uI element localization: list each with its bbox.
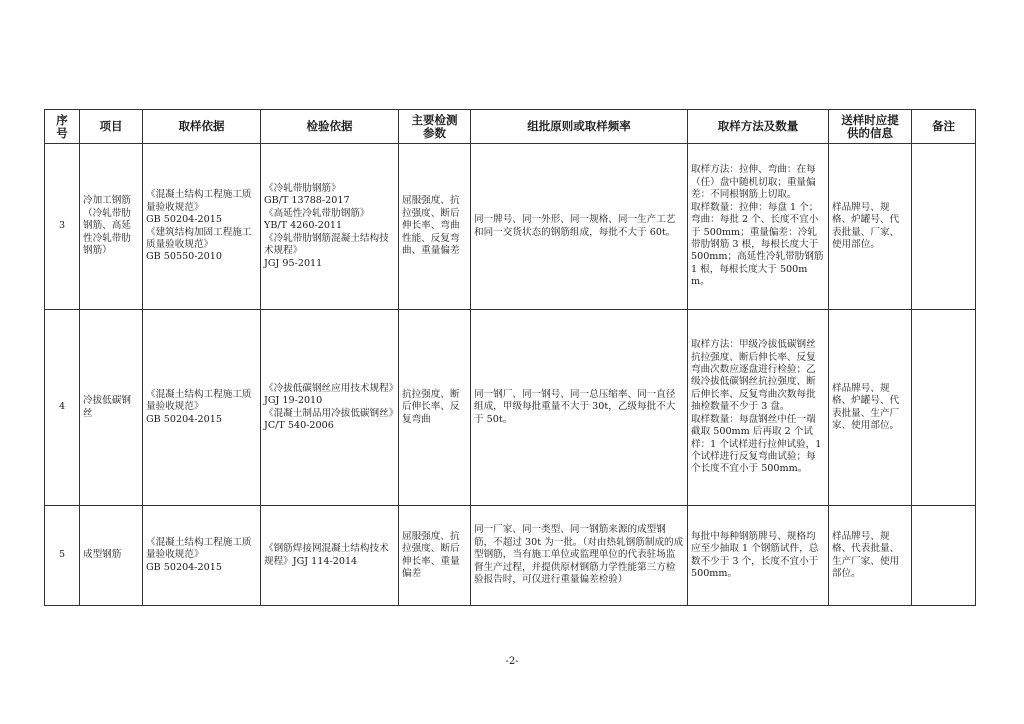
cell-params: 屈服强度、抗拉强度、断后伸长率、重量偏差 [399, 506, 471, 606]
cell-remark [912, 310, 976, 506]
header-batch-rule: 组批原则或取样频率 [471, 110, 688, 144]
cell-item: 成型钢筋 [80, 506, 143, 606]
cell-no: 4 [45, 310, 80, 506]
cell-sampling-basis: 《混凝土结构工程施工质量验收规范》 GB 50204-2015 [143, 310, 261, 506]
cell-remark [912, 506, 976, 606]
sampling-table [44, 109, 976, 606]
cell-batch-rule: 同一钢厂、同一钢号、同一总压缩率、同一直径组成，甲级每批重量不大于 30t，乙级每批不大于 50t。 [471, 310, 688, 506]
header-remark: 备注 [912, 110, 976, 144]
header-sampling-basis: 取样依据 [143, 110, 261, 144]
cell-item: 冷拔低碳钢丝 [80, 310, 143, 506]
table-header-row [45, 110, 976, 144]
cell-sampling-basis: 《混凝土结构工程施工质量验收规范》 GB 50204-2015 《建筑结构加固工程施工质量验收规范》 GB 50550-2010 [143, 144, 261, 310]
cell-batch-rule: 同一牌号、同一外形、同一规格、同一生产工艺和同一交货状态的钢筋组成，每批不大于 60t。 [471, 144, 688, 310]
header-params: 主要检测 参数 [399, 110, 471, 144]
header-item: 项目 [80, 110, 143, 144]
cell-test-basis: 《冷轧带肋钢筋》 GB/T 13788-2017 《高延性冷轧带肋钢筋》 YB/T 4260-2011 《冷轧带肋钢筋混凝土结构技术规程》 JGJ 95-2011 [261, 144, 399, 310]
cell-info: 样品牌号、规格、炉罐号、代表批量、生产厂家、使用部位。 [829, 310, 912, 506]
cell-method: 取样方法：甲级冷拔低碳钢丝抗拉强度、断后伸长率、反复弯曲次数应逐盘进行检验；乙级冷拔低碳钢丝抗拉强度、断后伸长率、反复弯曲次数每批抽检数量不少于 3 盘。 取样数量：每盘钢丝中任一端截取 500mm 后再取 2 个试样：1 个试样进行拉伸试验，1 个试样进行反复弯曲试验；每个长度不宜小于 500mm。 [688, 310, 829, 506]
cell-item: 冷加工钢筋（冷轧带肋钢筋、高延性冷轧带肋钢筋） [80, 144, 143, 310]
header-test-basis: 检验依据 [261, 110, 399, 144]
cell-params: 抗拉强度、断后伸长率、反复弯曲 [399, 310, 471, 506]
page-number: -2- [505, 656, 519, 667]
cell-test-basis: 《钢筋焊接网混凝土结构技术规程》JGJ 114-2014 [261, 506, 399, 606]
cell-params: 屈服强度、抗拉强度、断后伸长率、弯曲性能、反复弯曲、重量偏差 [399, 144, 471, 310]
cell-info: 样品牌号、规格、代表批量、生产厂家、使用部位。 [829, 506, 912, 606]
cell-no: 5 [45, 506, 80, 606]
cell-remark [912, 144, 976, 310]
cell-method: 取样方法：拉伸、弯曲：在每（任）盘中随机切取；重量偏差：不同根钢筋上切取。 取样数量：拉伸：每盘 1 个；弯曲：每批 2 个、长度不宜小于 500mm；重量偏差：冷轧带肋钢筋 3 根，每根长度大于 500mm；高延性冷轧带肋钢筋 1 根，每根长度大于 500mm。 [688, 144, 829, 310]
cell-info: 样品牌号、规格、炉罐号、代表批量、厂家、使用部位。 [829, 144, 912, 310]
cell-sampling-basis: 《混凝土结构工程施工质量验收规范》 GB 50204-2015 [143, 506, 261, 606]
header-info: 送样时应提 供的信息 [829, 110, 912, 144]
table-row [45, 144, 976, 310]
cell-no: 3 [45, 144, 80, 310]
header-method: 取样方法及数量 [688, 110, 829, 144]
cell-batch-rule: 同一厂家、同一类型、同一钢筋来源的成型钢筋，不超过 30t 为一批。（对由热轧钢筋制成的成型钢筋，当有施工单位或监理单位的代表驻场监督生产过程，并提供原材钢筋力学性能第三方检验报告时，可仅进行重量偏差检验） [471, 506, 688, 606]
cell-test-basis: 《冷拔低碳钢丝应用技术规程》JGJ 19-2010 《混凝土制品用冷拔低碳钢丝》JC/T 540-2006 [261, 310, 399, 506]
cell-method: 每批中每种钢筋牌号、规格均应至少抽取 1 个钢筋试件，总数不少于 3 个，长度不宜小于 500mm。 [688, 506, 829, 606]
table-row [45, 310, 976, 506]
table-row [45, 506, 976, 606]
header-no: 序 号 [45, 110, 80, 144]
